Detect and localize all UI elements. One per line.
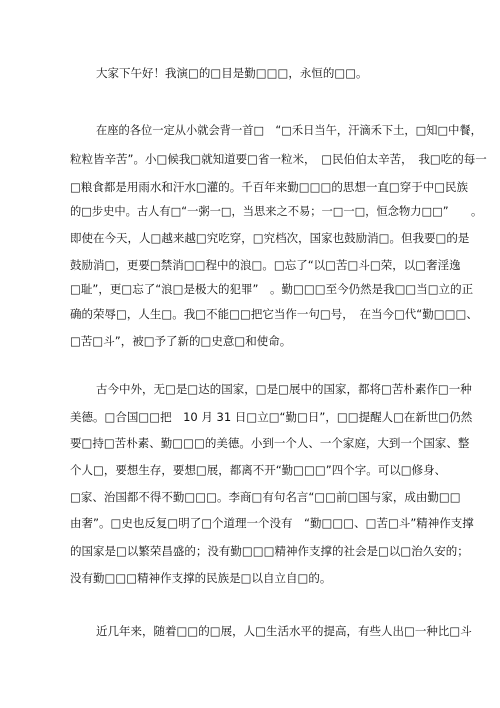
paragraph-3-line-6: 由奢”。□史也反复□明了□个道理一个没有 “勤□□□、□苦□斗”精神作支撑 — [70, 516, 474, 530]
paragraph-2-line-5: 即使在今天，人□越来越□究吃穿，□究档次，国家也鼓励消□。但我要□的是 — [70, 231, 470, 245]
paragraph-2-line-8: 确的荣辱□，人生□。我□不能□□把它当作一句□号， 在当今□代“勤□□□、 — [70, 307, 478, 321]
paragraph-3-line-5: □家、治国都不得不勤□□□。李商□有句名言“□□前□国与家，成由勤□□ — [70, 490, 461, 504]
paragraph-3-line-7: 的国家是□以繁荣昌盛的；没有勤□□□精神作支撑的社会是□以□治久安的； — [70, 544, 469, 558]
paragraph-4-line-1: 近几年来，随着□□的□展，人□生活水平的提高，有些人出□一种比□斗 — [96, 624, 472, 638]
paragraph-3-line-1: 古今中外，无□是□达的国家，□是□展中的国家，都将□苦朴素作□一种 — [96, 382, 472, 396]
paragraph-2-line-2: 粒粒皆辛苦”。小□候我□就知道要□省一粒米， □民伯伯太辛苦， 我□吃的每一 — [70, 152, 487, 166]
greeting-line: 大家下午好！我演□的□目是勤□□□，永恒的□□。 — [96, 66, 368, 80]
paragraph-2-line-1: 在座的各位一定从小就会背一首□ “□禾日当午，汗滴禾下土，□知□中餐， — [96, 124, 482, 137]
paragraph-2-line-7: □耻”，更□忘了“浪□是极大的犯罪” 。勤□□□至今仍然是我□□当□立的正 — [70, 282, 474, 296]
paragraph-2-line-3: □粮食都是用雨水和汗水□灌的。千百年来勤□□□的思想一直□穿于中□民族 — [70, 180, 469, 194]
paragraph-3-line-2: 美德。□合国□□把 10 月 31 日□立□“勤□日”，□□提醒人□在新世□仍然 — [70, 410, 473, 424]
paragraph-2-line-9: □苦□斗”，被□予了新的□史意□和使命。 — [70, 334, 292, 348]
paragraph-3-line-3: 要□持□苦朴素、勤□□□的美德。小到一个人、一个家庭，大到一个国家、整 — [70, 436, 470, 450]
paragraph-3-line-4: 个人□，要想生存，要想□展，都离不开“勤□□□”四个字。可以□修身、 — [70, 463, 447, 477]
paragraph-3-line-8: 没有勤□□□精神作支撑的民族是□以自立自□的。 — [70, 571, 332, 585]
paragraph-2-line-6: 鼓励消□，更要□禁消□□程中的浪□。□忘了“以□苦□斗□荣，以□奢淫逸 — [70, 258, 461, 272]
paragraph-2-line-4: 的□步史中。古人有□“一粥一□，当思来之不易；一□一□，恒念物力□□” 。 — [70, 205, 483, 218]
